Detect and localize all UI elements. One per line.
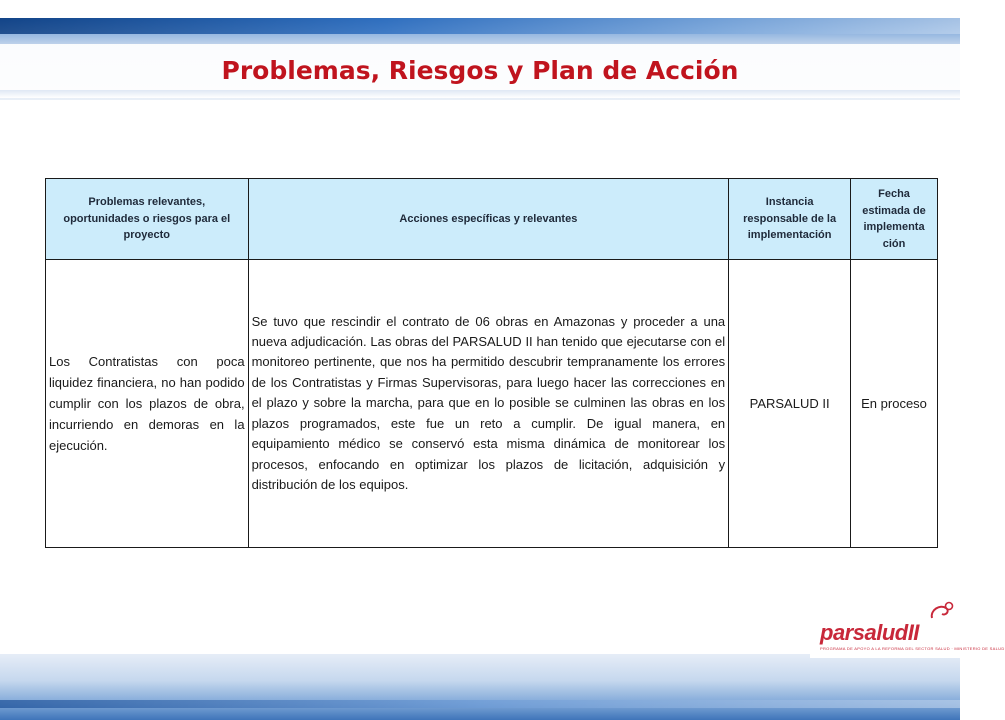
cell-problem: Los Contratistas con poca liquidez financiera, no han podido cumplir con los plazos de obra, incurriendo en demoras en la ejecución. <box>46 260 249 548</box>
action-plan-table <box>45 178 938 548</box>
header-problems: Problemas relevantes, oportunidades o riesgos para el proyecto <box>46 179 249 260</box>
logo-subtitle: PROGRAMA DE APOYO A LA REFORMA DEL SECTOR SALUD · MINISTERIO DE SALUD <box>820 646 1005 651</box>
header-actions: Acciones específicas y relevantes <box>248 179 729 260</box>
header-date: Fecha estimada de implementa ción <box>851 179 938 260</box>
table-row <box>46 260 938 548</box>
logo-wordmark: parsaludII <box>820 620 919 645</box>
cell-responsible: PARSALUD II <box>729 260 851 548</box>
cell-date: En proceso <box>851 260 938 548</box>
logo-swirl-icon <box>928 600 956 622</box>
top-band-edge <box>0 90 960 98</box>
bottom-decorative-band <box>0 654 960 720</box>
parsalud-logo <box>810 598 1005 658</box>
bottom-decorative-stripe <box>0 700 960 708</box>
page-title: Problemas, Riesgos y Plan de Acción <box>221 56 739 85</box>
cell-action: Se tuvo que rescindir el contrato de 06 obras en Amazonas y proceder a una nueva adjudicación. Las obras del PARSALUD II han tenido que ejecutarse con el monitoreo pertinente, que nos ha permitido descubrir tempranamente los errores de los Contratistas y Firmas Supervisoras, para luego hacer las correcciones en el plazo y sobre la marcha, para que en lo posible se culminen las obras en los plazos programados, este fue un reto a cumplir. De igual manera, en equipamiento médico se conservó esta misma dinámica de monitorear los procesos, enfocando en optimizar los plazos de licitación, adquisición y distribución de los equipos. <box>248 260 729 548</box>
table-header-row <box>46 179 938 260</box>
top-decorative-stripe <box>0 18 960 34</box>
header-responsible: Instancia responsable de la implementación <box>729 179 851 260</box>
